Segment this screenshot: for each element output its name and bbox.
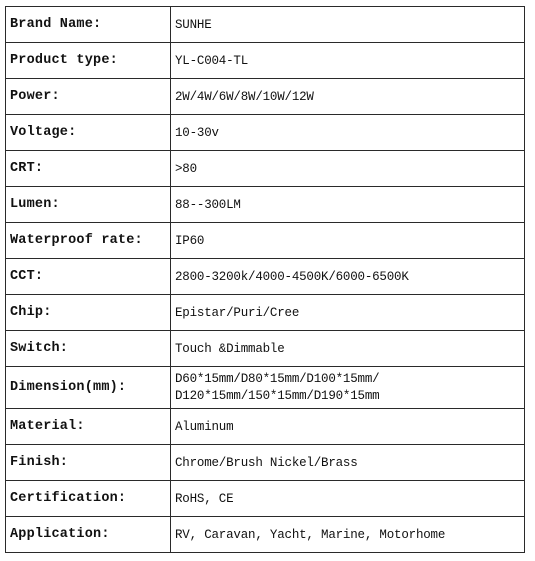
row-value: SUNHE	[171, 7, 525, 43]
table-row	[6, 331, 525, 367]
row-value: 2W/4W/6W/8W/10W/12W	[171, 79, 525, 115]
table-row	[6, 7, 525, 43]
row-value: 88--300LM	[171, 187, 525, 223]
row-value: RV, Caravan, Yacht, Marine, Motorhome	[171, 517, 525, 553]
row-label: Application:	[6, 517, 171, 553]
row-label: Certification:	[6, 481, 171, 517]
row-value: Aluminum	[171, 409, 525, 445]
table-row	[6, 187, 525, 223]
row-label: Voltage:	[6, 115, 171, 151]
row-label: Chip:	[6, 295, 171, 331]
row-value: RoHS, CE	[171, 481, 525, 517]
table-row	[6, 517, 525, 553]
row-label: Lumen:	[6, 187, 171, 223]
table-row	[6, 367, 525, 409]
table-row	[6, 115, 525, 151]
row-value: YL-C004-TL	[171, 43, 525, 79]
row-value: Epistar/Puri/Cree	[171, 295, 525, 331]
row-label: Product type:	[6, 43, 171, 79]
row-label: Power:	[6, 79, 171, 115]
row-label: CRT:	[6, 151, 171, 187]
spec-table	[5, 6, 525, 553]
table-row	[6, 481, 525, 517]
row-value: Touch &Dimmable	[171, 331, 525, 367]
row-label: Dimension(mm):	[6, 367, 171, 409]
row-label: Material:	[6, 409, 171, 445]
row-label: Waterproof rate:	[6, 223, 171, 259]
table-row	[6, 43, 525, 79]
table-row	[6, 79, 525, 115]
table-row	[6, 223, 525, 259]
row-value: >80	[171, 151, 525, 187]
row-value: IP60	[171, 223, 525, 259]
row-value-line: D60*15mm/D80*15mm/D100*15mm/	[175, 371, 380, 386]
row-label: Brand Name:	[6, 7, 171, 43]
row-value: Chrome/Brush Nickel/Brass	[171, 445, 525, 481]
row-value	[171, 367, 525, 409]
table-row	[6, 259, 525, 295]
table-row	[6, 295, 525, 331]
row-value: 2800-3200k/4000-4500K/6000-6500K	[171, 259, 525, 295]
table-row	[6, 445, 525, 481]
table-row	[6, 409, 525, 445]
row-value: 10-30v	[171, 115, 525, 151]
row-label: Switch:	[6, 331, 171, 367]
table-row	[6, 151, 525, 187]
row-label: Finish:	[6, 445, 171, 481]
row-value-line: D120*15mm/150*15mm/D190*15mm	[175, 388, 380, 403]
row-label: CCT:	[6, 259, 171, 295]
